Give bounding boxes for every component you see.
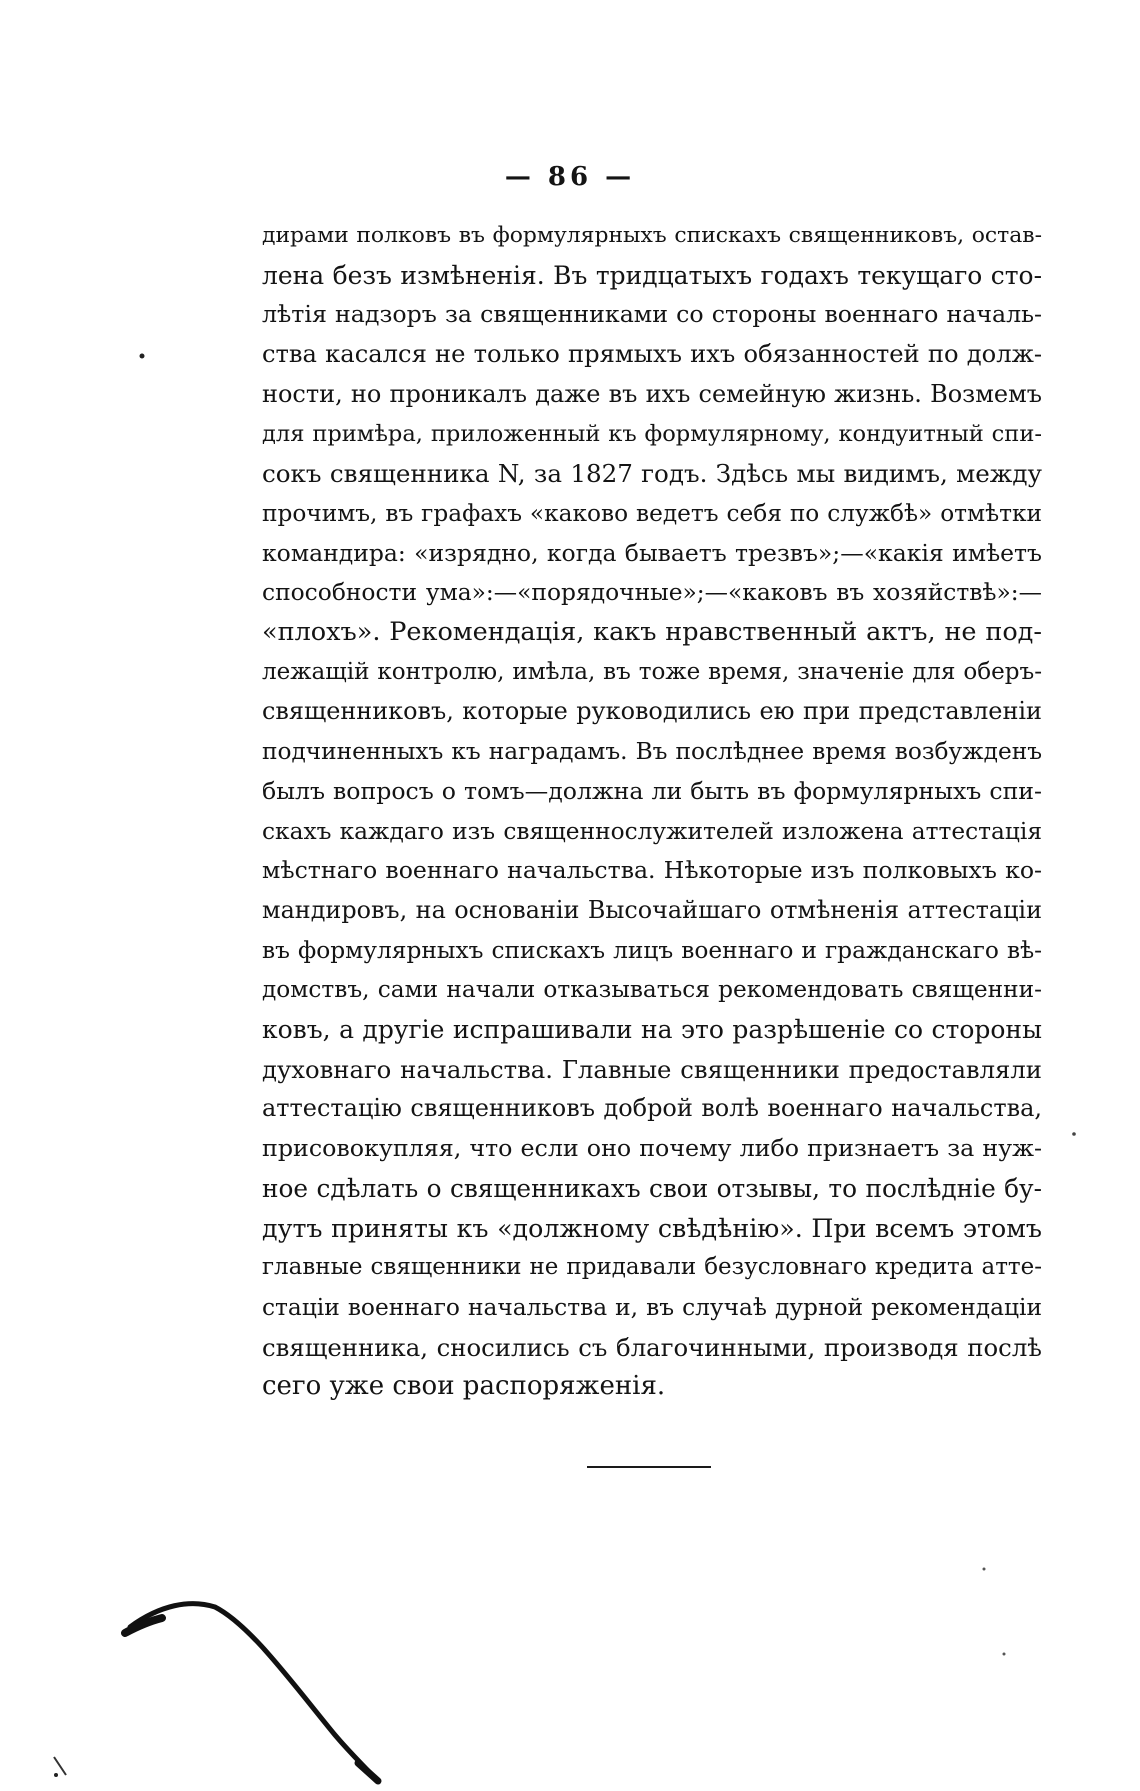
ink-stroke-mark — [120, 1585, 380, 1785]
text-line: ковъ, а другіе испрашивали на это разрѣшеніе со стороны — [262, 1015, 1042, 1045]
text-line: священниковъ, которые руководились ею при представленіи — [262, 697, 1042, 726]
text-line: былъ вопросъ о томъ—должна ли быть въ формулярныхъ спи- — [262, 776, 1042, 805]
text-line: мандировъ, на основаніи Высочайшаго отмѣненія аттестаціи — [262, 895, 1042, 924]
text-line: «плохъ». Рекомендація, какъ нравственный актъ, не под- — [262, 617, 1042, 648]
text-line: сокъ священника N, за 1827 годъ. Здѣсь мы видимъ, между — [262, 459, 1042, 489]
text-line: дутъ приняты къ «должному свѣдѣнію». При всемъ этомъ — [262, 1213, 1042, 1243]
text-line: мѣстнаго военнаго начальства. Нѣкоторые изъ полковыхъ ко- — [262, 856, 1042, 885]
text-line: главные священники не придавали безусловнаго кредита атте- — [262, 1254, 1042, 1281]
text-line: аттестацію священниковъ доброй волѣ военнаго начальства, — [262, 1094, 1042, 1123]
text-line: духовнаго начальства. Главные священники предоставляли — [262, 1054, 1042, 1084]
text-line: ства касался не только прямыхъ ихъ обязанностей по долж- — [262, 340, 1042, 369]
text-line-last: сего уже свои распоряженія. — [262, 1371, 666, 1402]
speck-mark — [1070, 1130, 1078, 1138]
text-line: дирами полковъ въ формулярныхъ спискахъ священниковъ, остав- — [262, 223, 1042, 248]
text-line: лѣтія надзоръ за священниками со стороны военнаго началь- — [262, 300, 1042, 329]
text-line: священника, сносились съ благочинными, производя послѣ — [262, 1332, 1042, 1362]
end-rule — [587, 1466, 711, 1468]
text-line: прочимъ, въ графахъ «каково ведетъ себя по службѣ» отмѣтки — [262, 499, 1042, 527]
text-line: ное сдѣлать о священникахъ свои отзывы, то послѣдніе бу- — [262, 1173, 1042, 1203]
speck-mark — [1000, 1650, 1008, 1658]
text-line: лена безъ измѣненія. Въ тридцатыхъ годахъ текущаго сто- — [262, 260, 1042, 290]
body-text — [262, 216, 1042, 1407]
speck-mark — [50, 1755, 70, 1779]
speck-mark — [980, 1565, 988, 1573]
text-line: способности ума»:—«порядочные»;—«каковъ въ хозяйствѣ»:— — [262, 578, 1042, 607]
text-line: для примѣра, приложенный къ формулярному, кондуитный спи- — [262, 420, 1042, 447]
text-line: стаціи военнаго начальства и, въ случаѣ дурной рекомендаціи — [262, 1293, 1042, 1321]
text-line: подчиненныхъ къ наградамъ. Въ послѣднее время возбужденъ — [262, 738, 1042, 766]
speck-mark — [138, 352, 146, 360]
text-line: присовокупляя, что если оно почему либо признаетъ за нуж- — [262, 1134, 1042, 1163]
page-number: — 86 — — [504, 162, 636, 192]
text-line: въ формулярныхъ спискахъ лицъ военнаго и гражданскаго вѣ- — [262, 936, 1042, 964]
text-line: домствъ, сами начали отказываться рекомендовать священни- — [262, 976, 1042, 1004]
text-line: командира: «изрядно, когда бываетъ трезвъ»;—«какія имѣетъ — [262, 538, 1042, 567]
text-line: ности, но проникалъ даже въ ихъ семейную жизнь. Возмемъ — [262, 379, 1042, 408]
text-line: лежащій контролю, имѣла, въ тоже время, значеніе для оберъ- — [262, 658, 1042, 685]
text-line: скахъ каждаго изъ священнослужителей изложена аттестація — [262, 817, 1042, 845]
